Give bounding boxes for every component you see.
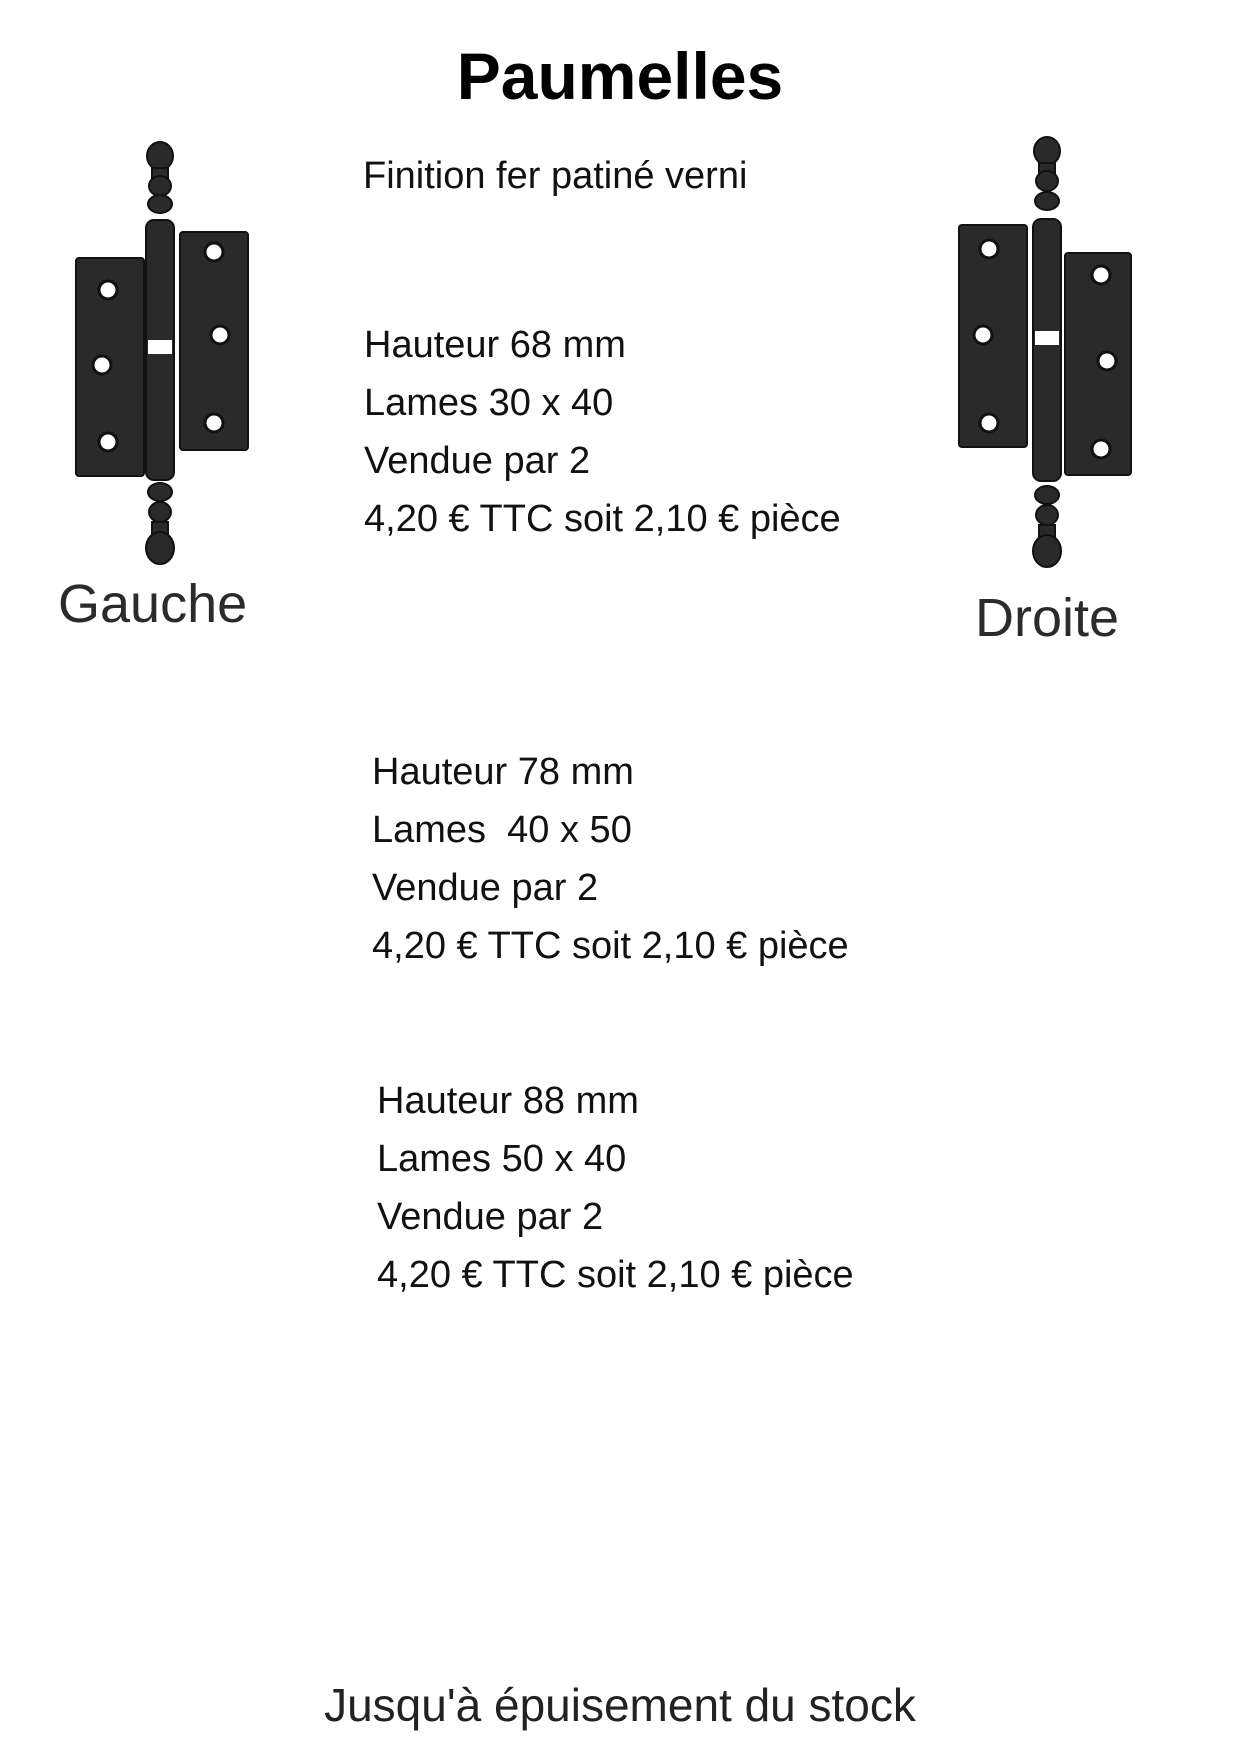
spec-block-88mm — [377, 1072, 854, 1304]
hinge-right-label: Droite — [975, 588, 1120, 648]
spec-block-68mm — [364, 316, 841, 548]
spec-blades: Lames 30 x 40 — [364, 382, 614, 424]
spec-sold-by: Vendue par 2 — [372, 867, 599, 909]
spec-height: Hauteur 88 mm — [377, 1080, 639, 1122]
hinge-left-label: Gauche — [58, 574, 248, 634]
spec-sold-by: Vendue par 2 — [377, 1196, 604, 1238]
finish-subtitle: Finition fer patiné verni — [363, 155, 748, 197]
spec-blades: Lames 40 x 50 — [372, 809, 632, 851]
spec-sold-by: Vendue par 2 — [364, 440, 591, 482]
stock-notice: Jusqu'à épuisement du stock — [324, 1679, 916, 1731]
hinge-right-icon — [955, 135, 1145, 575]
spec-price: 4,20 € TTC soit 2,10 € pièce — [377, 1254, 854, 1296]
spec-price: 4,20 € TTC soit 2,10 € pièce — [364, 498, 841, 540]
spec-blades: Lames 50 x 40 — [377, 1138, 627, 1180]
spec-price: 4,20 € TTC soit 2,10 € pièce — [372, 925, 849, 967]
spec-height: Hauteur 78 mm — [372, 751, 634, 793]
hinge-left-icon — [70, 140, 260, 570]
page-title: Paumelles — [456, 39, 784, 113]
spec-block-78mm — [372, 743, 849, 975]
spec-height: Hauteur 68 mm — [364, 324, 626, 366]
